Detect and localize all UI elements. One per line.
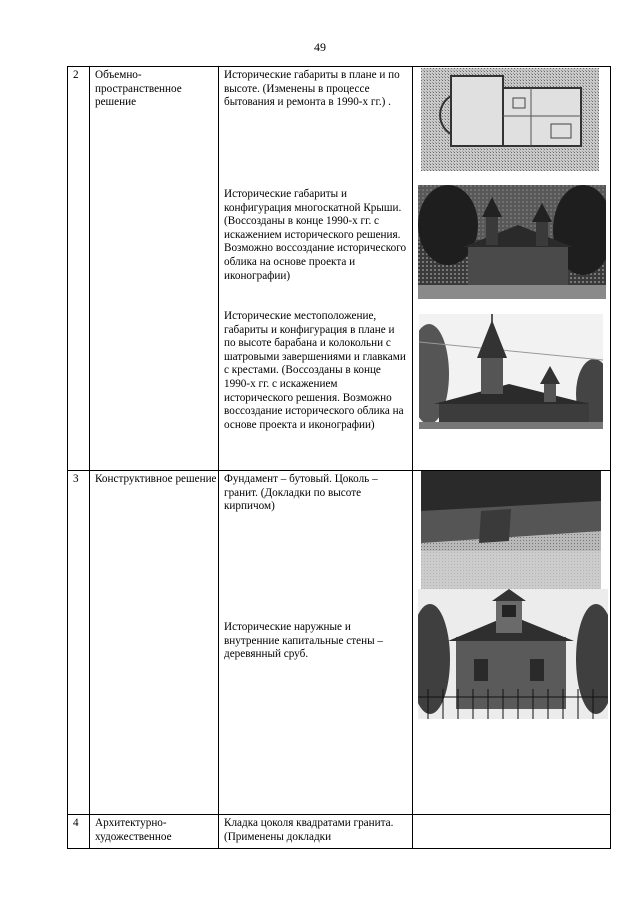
row-number: 4 bbox=[73, 817, 79, 829]
church-photo-belltower bbox=[419, 314, 603, 429]
foundation-photo bbox=[421, 471, 601, 589]
table-row bbox=[68, 67, 611, 471]
row-category: Конструктивное решение bbox=[95, 473, 217, 485]
row-description: Кладка цоколя квадратами гранита. (Применены докладки bbox=[224, 817, 394, 843]
row-description: Исторические габариты и конфигурация многоскатной Крыши. (Воссозданы в конце 1990-х гг. с искажением исторического решения. Возможно воссоздание исторического облика на основе проекта и иконографии) bbox=[224, 188, 407, 282]
row-number: 2 bbox=[73, 69, 79, 81]
church-photo-icon bbox=[418, 589, 608, 719]
church-photo-icon bbox=[418, 185, 606, 299]
page-number: 49 bbox=[314, 40, 326, 54]
row-number: 3 bbox=[73, 473, 79, 485]
table-row bbox=[68, 815, 611, 849]
church-photo-roof bbox=[418, 185, 606, 299]
table-row bbox=[68, 471, 611, 815]
properties-table bbox=[67, 66, 611, 849]
row-description: Исторические наружные и внутренние капитальные стены – деревянный сруб. bbox=[224, 621, 383, 661]
floor-plan-icon bbox=[421, 68, 599, 171]
row-description: Исторические габариты в плане и по высоте. (Изменены в процессе бытования и ремонта в 1990-х гг.) . bbox=[224, 69, 400, 109]
foundation-photo-icon bbox=[421, 471, 601, 589]
row-category: Архитектурно-художественное bbox=[95, 817, 172, 843]
floor-plan-drawing bbox=[421, 68, 599, 171]
row-description: Фундамент – бутовый. Цоколь – гранит. (Докладки по высоте кирпичом) bbox=[224, 473, 378, 513]
row-description: Исторические местоположение, габариты и конфигурация в плане и по высоте барабана и колокольни с шатровыми завершениями и главками с крестами. (Воссозданы в конце 1990-х гг. с искажением исторического решения. Возможно воссоздание исторического облика на основе проекта и иконографии) bbox=[224, 310, 406, 431]
church-photo-walls bbox=[418, 589, 608, 719]
church-photo-icon bbox=[419, 314, 603, 429]
row-category: Объемно-пространственное решение bbox=[95, 69, 182, 109]
